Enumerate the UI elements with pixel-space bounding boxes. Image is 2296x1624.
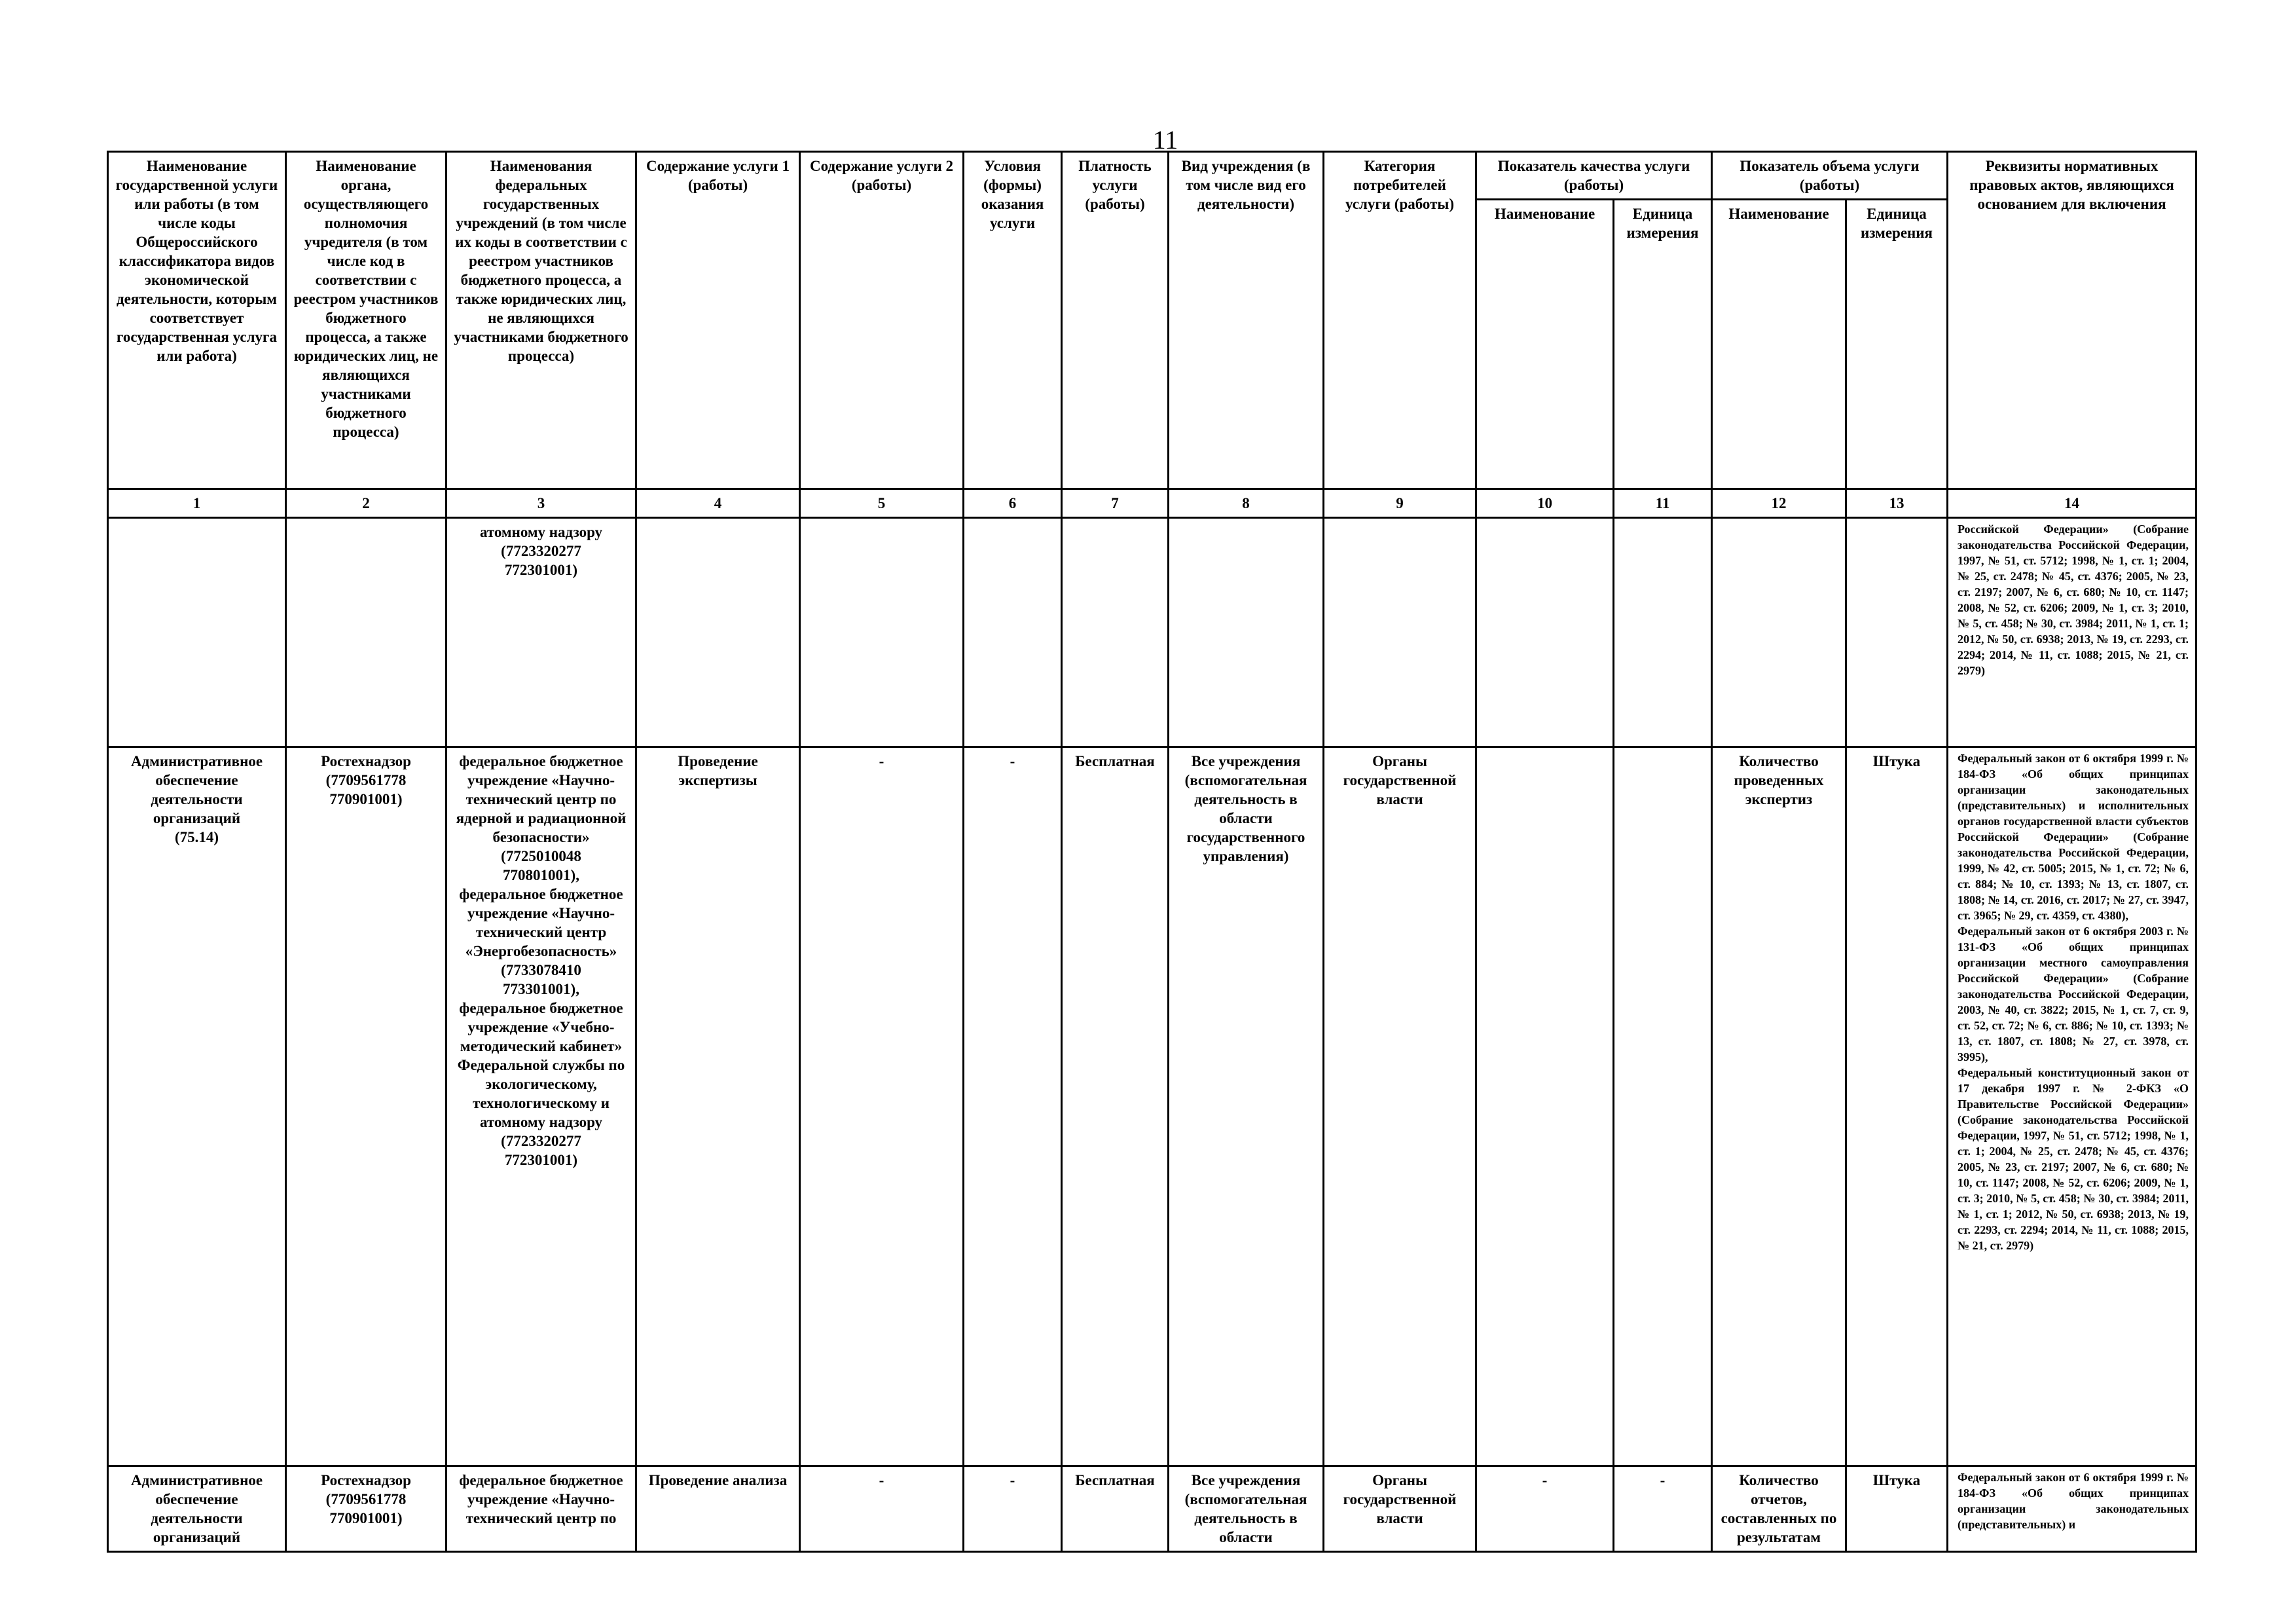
cell-volume-unit: Штука xyxy=(1846,1466,1948,1552)
column-number: 10 xyxy=(1476,489,1614,518)
cell-payment: Бесплатная xyxy=(1062,1466,1169,1552)
header-volume-name: Наименование xyxy=(1712,200,1846,489)
column-number: 6 xyxy=(964,489,1062,518)
cell-founder-body: Ростехнадзор (7709561778 770901001) xyxy=(286,747,446,1466)
cell-consumer-category: Органы государственной власти xyxy=(1324,1466,1476,1552)
column-number: 5 xyxy=(800,489,964,518)
cell-founder-body: Ростехнадзор (7709561778 770901001) xyxy=(286,1466,446,1552)
cell-institution-type: Все учреждения (вспомогательная деятельность в области xyxy=(1169,1466,1324,1552)
cell-quality-unit xyxy=(1614,747,1712,1466)
cell-content-2: - xyxy=(800,1466,964,1552)
header-quality-name: Наименование xyxy=(1476,200,1614,489)
header-volume-unit: Единица измерения xyxy=(1846,200,1948,489)
cell-legal-acts: Федеральный закон от 6 октября 1999 г. № 184-ФЗ «Об общих принципах организации законодательных (представительных) и исполнительных органов государственной власти субъектов Российской Федерации» (Собрание законодательства Российской Федерации, 1999, № 42, ст. 5005; 2015, № 1, ст. 72; № 6, ст. 884; № 10, ст. 1393; № 13, ст. 1807, ст. 1808; № 14, ст. 2016, ст. 2017; № 27, ст. 3947, ст. 3965; № 29, ст. 4359, ст. 4380), Федеральный закон от 6 октября 2003 г. № 131-ФЗ «Об общих принципах организации местного самоуправления Российской Федерации» (Собрание законодательства Российской Федерации, 2003, № 40, ст. 3822; 2015, № 1, ст. 7, ст. 9, ст. 52, ст. 72; № 6, ст. 886; № 10, ст. 1393; № 13, ст. 1807, ст. 1808; № 27, ст. 3978, ст. 3995), Федеральный конституционный закон от 17 декабря 1997 г. № 2-ФКЗ «О Правительстве Российской Федерации» (Собрание законодательства Российской Федерации, 1997, № 51, ст. 5712; 1998, № 1, ст. 1; 2004, № 25, ст. 2478; № 45, ст. 4376; 2005, № 23, ст. 2197; 2007, № 6, ст. 680; № 10, ст. 1147; 2008, № 52, ст. 6206; 2009, № 1, ст. 3; 2010, № 5, ст. 458; № 30, ст. 3984; 2011, № 1, ст. 1; 2012, № 50, ст. 6938; 2013, № 19, ст. 2293, ст. 2294; 2014, № 11, ст. 1088; 2015, № 21, ст. 2979) xyxy=(1948,747,2196,1466)
column-number: 14 xyxy=(1948,489,2196,518)
cell-legal-acts: Федеральный закон от 6 октября 1999 г. № 184-ФЗ «Об общих принципах организации законодательных (представительных) и xyxy=(1948,1466,2196,1552)
page-number: 11 xyxy=(1152,125,1178,155)
cell-consumer-category xyxy=(1324,518,1476,747)
header-payment: Платность услуги (работы) xyxy=(1062,152,1169,489)
column-number-row xyxy=(108,489,2196,518)
cell-institutions: атомному надзору (7723320277 772301001) xyxy=(446,518,636,747)
cell-content-1: Проведение анализа xyxy=(636,1466,800,1552)
services-registry-table xyxy=(107,151,2197,1553)
header-conditions: Условия (формы) оказания услуги xyxy=(964,152,1062,489)
table-row xyxy=(108,518,2196,747)
column-number: 13 xyxy=(1846,489,1948,518)
header-service-name: Наименование государственной услуги или работы (в том числе коды Общероссийского классификатора видов экономической деятельности, которым соответствует государственная услуга или работа) xyxy=(108,152,286,489)
cell-institutions: федеральное бюджетное учреждение «Научно-технический центр по ядерной и радиационной безопасности» (7725010048 770801001), федеральное бюджетное учреждение «Научно-технический центр «Энергобезопасность» (7733078410 773301001), федеральное бюджетное учреждение «Учебно-методический кабинет» Федеральной службы по экологическому, технологическому и атомному надзору (7723320277 772301001) xyxy=(446,747,636,1466)
cell-payment xyxy=(1062,518,1169,747)
cell-institutions: федеральное бюджетное учреждение «Научно-технический центр по xyxy=(446,1466,636,1552)
header-institutions: Наименования федеральных государственных учреждений (в том числе их коды в соответствии с реестром участников бюджетного процесса, а также юридических лиц, не являющихся участниками бюджетного процесса) xyxy=(446,152,636,489)
cell-content-1 xyxy=(636,518,800,747)
cell-volume-name: Количество отчетов, составленных по результатам xyxy=(1712,1466,1846,1552)
header-content-1: Содержание услуги 1 (работы) xyxy=(636,152,800,489)
header-quality-indicator: Показатель качества услуги (работы) xyxy=(1476,152,1712,200)
cell-quality-name xyxy=(1476,518,1614,747)
header-row-top xyxy=(108,152,2196,200)
cell-service-name: Административное обеспечение деятельности организаций xyxy=(108,1466,286,1552)
column-number: 12 xyxy=(1712,489,1846,518)
column-number: 4 xyxy=(636,489,800,518)
cell-payment: Бесплатная xyxy=(1062,747,1169,1466)
cell-quality-name xyxy=(1476,747,1614,1466)
cell-volume-unit xyxy=(1846,518,1948,747)
cell-volume-unit: Штука xyxy=(1846,747,1948,1466)
cell-legal-acts: Российской Федерации» (Собрание законодательства Российской Федерации, 1997, № 51, ст. 5712; 1998, № 1, ст. 1; 2004, № 25, ст. 2478; № 45, ст. 4376; 2005, № 23, ст. 2197; 2007, № 6, ст. 680; № 10, ст. 1147; 2008, № 52, ст. 6206; 2009, № 1, ст. 3; 2010, № 5, ст. 458; № 30, ст. 3984; 2011, № 1, ст. 1; 2012, № 50, ст. 6938; 2013, № 19, ст. 2293, ст. 2294; 2014, № 11, ст. 1088; 2015, № 21, ст. 2979) xyxy=(1948,518,2196,747)
cell-conditions xyxy=(964,518,1062,747)
header-institution-type: Вид учреждения (в том числе вид его деятельности) xyxy=(1169,152,1324,489)
table-row xyxy=(108,747,2196,1466)
cell-conditions: - xyxy=(964,747,1062,1466)
header-founder-body: Наименование органа, осуществляющего полномочия учредителя (в том числе код в соответствии с реестром участников бюджетного процесса, а также юридических лиц, не являющихся участниками бюджетного процесса) xyxy=(286,152,446,489)
header-legal-acts: Реквизиты нормативных правовых актов, являющихся основанием для включения xyxy=(1948,152,2196,489)
cell-volume-name xyxy=(1712,518,1846,747)
cell-quality-unit xyxy=(1614,518,1712,747)
column-number: 11 xyxy=(1614,489,1712,518)
cell-quality-name: - xyxy=(1476,1466,1614,1552)
cell-service-name xyxy=(108,518,286,747)
cell-institution-type xyxy=(1169,518,1324,747)
header-consumer-category: Категория потребителей услуги (работы) xyxy=(1324,152,1476,489)
column-number: 8 xyxy=(1169,489,1324,518)
cell-founder-body xyxy=(286,518,446,747)
header-quality-unit: Единица измерения xyxy=(1614,200,1712,489)
column-number: 7 xyxy=(1062,489,1169,518)
header-volume-indicator: Показатель объема услуги (работы) xyxy=(1712,152,1948,200)
cell-content-2 xyxy=(800,518,964,747)
cell-quality-unit: - xyxy=(1614,1466,1712,1552)
column-number: 3 xyxy=(446,489,636,518)
column-number: 2 xyxy=(286,489,446,518)
cell-conditions: - xyxy=(964,1466,1062,1552)
cell-consumer-category: Органы государственной власти xyxy=(1324,747,1476,1466)
cell-institution-type: Все учреждения (вспомогательная деятельность в области государственного управления) xyxy=(1169,747,1324,1466)
cell-content-1: Проведение экспертизы xyxy=(636,747,800,1466)
cell-content-2: - xyxy=(800,747,964,1466)
column-number: 9 xyxy=(1324,489,1476,518)
cell-service-name: Административное обеспечение деятельности организаций (75.14) xyxy=(108,747,286,1466)
column-number: 1 xyxy=(108,489,286,518)
cell-volume-name: Количество проведенных экспертиз xyxy=(1712,747,1846,1466)
table-row xyxy=(108,1466,2196,1552)
header-content-2: Содержание услуги 2 (работы) xyxy=(800,152,964,489)
